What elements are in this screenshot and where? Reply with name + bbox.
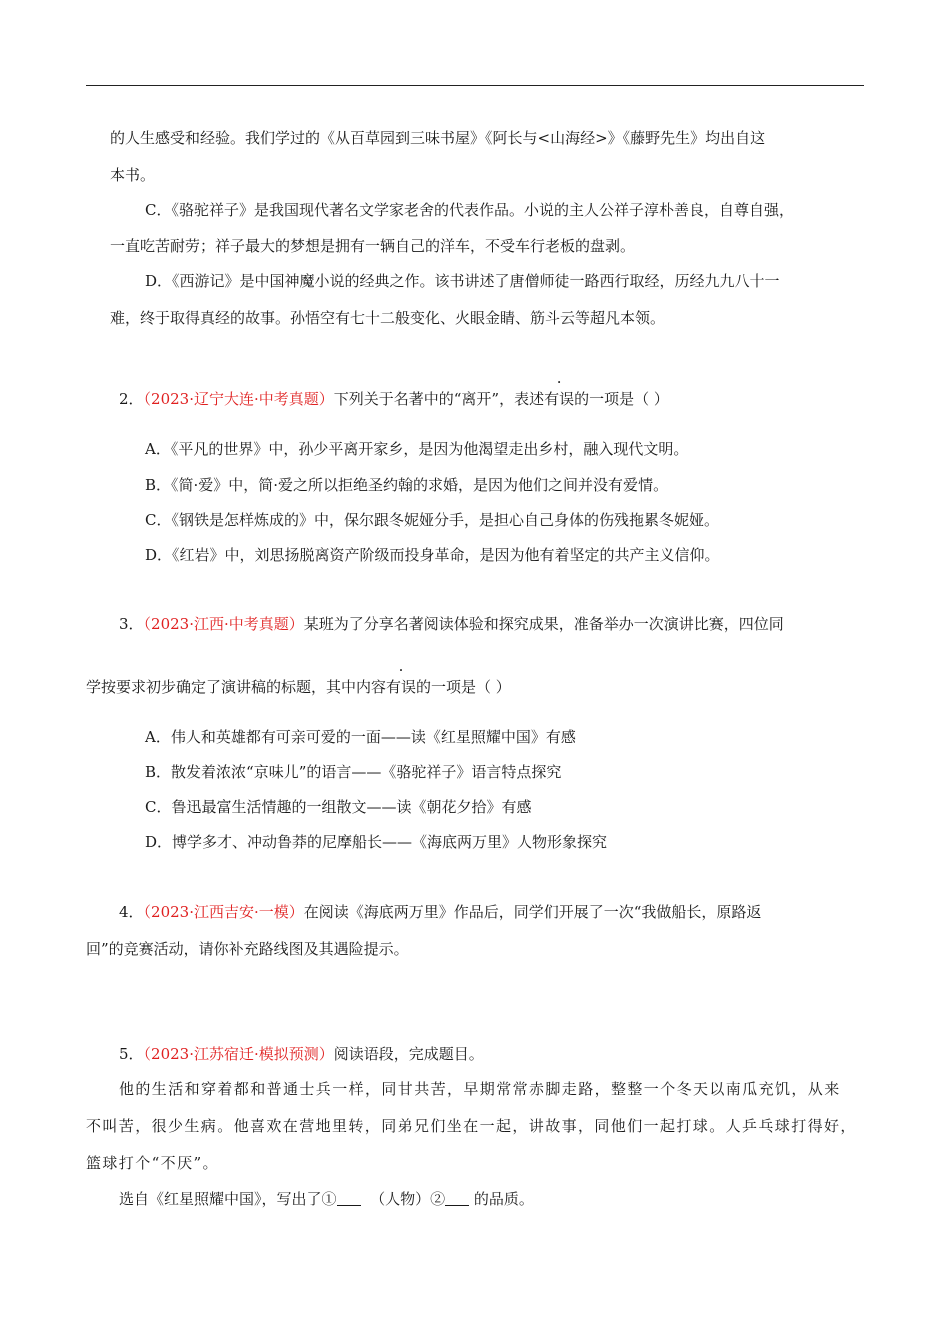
q2-option-b: B．《简·爱》中，简·爱之所以拒绝圣约翰的求婚，是因为他们之间并没有爱情。 xyxy=(145,476,669,494)
q3-stem xyxy=(119,613,784,635)
q2-option-c: C．《钢铁是怎样炼成的》中，保尔跟冬妮娅分手，是担心自己身体的伤残拖累冬妮娅。 xyxy=(145,511,719,529)
q5-passage-line: 篮球打个“不厌”。 xyxy=(86,1154,219,1172)
q5-answer-tail: 的品质。 xyxy=(473,1190,534,1208)
q5-number: 5． xyxy=(119,1045,144,1063)
q5-stem xyxy=(119,1043,484,1065)
q2-emphasis: 有误 xyxy=(544,390,575,408)
q1-option-d: D．《西游记》是中国神魔小说的经典之作。该书讲述了唐僧师徒一路西行取经，历经九九八十一 xyxy=(145,272,780,290)
q2-stem-tail: 的一项是（ ） xyxy=(574,390,669,408)
q4-stem xyxy=(119,901,761,923)
q5-answer-text: 选自《红星照耀中国》，写出了① xyxy=(119,1190,337,1208)
answer-blank-2[interactable] xyxy=(445,1190,469,1206)
q3-option-c: C．鲁迅最富生活情趣的一组散文——读《朝花夕拾》有感 xyxy=(145,798,532,816)
q2-option-d: D．《红岩》中，刘思扬脱离资产阶级而投身革命，是因为他有着坚定的共产主义信仰。 xyxy=(145,546,720,564)
q5-passage-line: 不叫苦，很少生病。他喜欢在营地里转，同弟兄们坐在一起，讲故事，同他们一起打球。人乒乓球打得好， xyxy=(86,1117,857,1135)
q3-option-a: A．伟人和英雄都有可亲可爱的一面——读《红星照耀中国》有感 xyxy=(145,728,576,746)
q4-number: 4． xyxy=(119,903,144,921)
q2-stem xyxy=(119,388,669,410)
q5-source: （2023·江苏宿迁·模拟预测） xyxy=(143,1045,334,1063)
q1-option-c: C．《骆驼祥子》是我国现代著名文学家老舍的代表作品。小说的主人公祥子淳朴善良，自尊自强， xyxy=(145,201,794,219)
q5-stem-text: 阅读语段，完成题目。 xyxy=(333,1045,484,1063)
q5-answer-line xyxy=(119,1188,534,1210)
answer-blank-1[interactable] xyxy=(337,1190,361,1206)
q5-passage-line: 他的生活和穿着都和普通士兵一样，同甘共苦，早期常常赤脚走路，整整一个冬天以南瓜充饥，从来 xyxy=(119,1080,841,1098)
q3-stem-text-2: 学按要求初步确定了演讲稿的标题，其中内容 xyxy=(86,678,387,696)
q4-stem-text: 在阅读《海底两万里》作品后，同学们开展了一次“我做船长，原路返 xyxy=(303,903,762,921)
q2-number: 2． xyxy=(119,390,144,408)
q1-option-c-cont: 一直吃苦耐劳；祥子最大的梦想是拥有一辆自己的洋车，不受车行老板的盘剥。 xyxy=(110,237,636,255)
q2-source: （2023·辽宁大连·中考真题） xyxy=(143,390,334,408)
q3-option-d: D．博学多才、冲动鲁莽的尼摩船长——《海底两万里》人物形象探究 xyxy=(145,833,608,851)
q5-answer-middle: （人物）② xyxy=(370,1190,446,1208)
q4-stem-cont: 回”的竞赛活动，请你补充路线图及其遇险提示。 xyxy=(86,940,409,958)
q2-stem-text: 下列关于名著中的“离开”，表述 xyxy=(333,390,545,408)
q1-text-line: 的人生感受和经验。我们学过的《从百草园到三味书屋》《阿长与<山海经>》《藤野先生》均出自这 xyxy=(110,129,766,147)
q3-stem-cont xyxy=(86,676,511,698)
q4-source: （2023·江西吉安·一模） xyxy=(143,903,304,921)
q3-stem-text: 某班为了分享名著阅读体验和探究成果，准备举办一次演讲比赛，四位同 xyxy=(303,615,784,633)
q1-option-d-cont: 难，终于取得真经的故事。孙悟空有七十二般变化、火眼金睛、筋斗云等超凡本领。 xyxy=(110,309,666,327)
q3-option-b: B．散发着浓浓“京味儿”的语言——《骆驼祥子》语言特点探究 xyxy=(145,763,562,781)
q3-stem-tail: 的一项是（ ） xyxy=(416,678,511,696)
q1-text-line: 本书。 xyxy=(110,166,156,184)
q3-emphasis: 有误 xyxy=(386,678,417,696)
q3-source: （2023·江西·中考真题） xyxy=(143,615,304,633)
header-rule xyxy=(86,85,864,86)
q2-option-a: A．《平凡的世界》中，孙少平离开家乡，是因为他渴望走出乡村，融入现代文明。 xyxy=(145,440,689,458)
q3-number: 3． xyxy=(119,615,144,633)
